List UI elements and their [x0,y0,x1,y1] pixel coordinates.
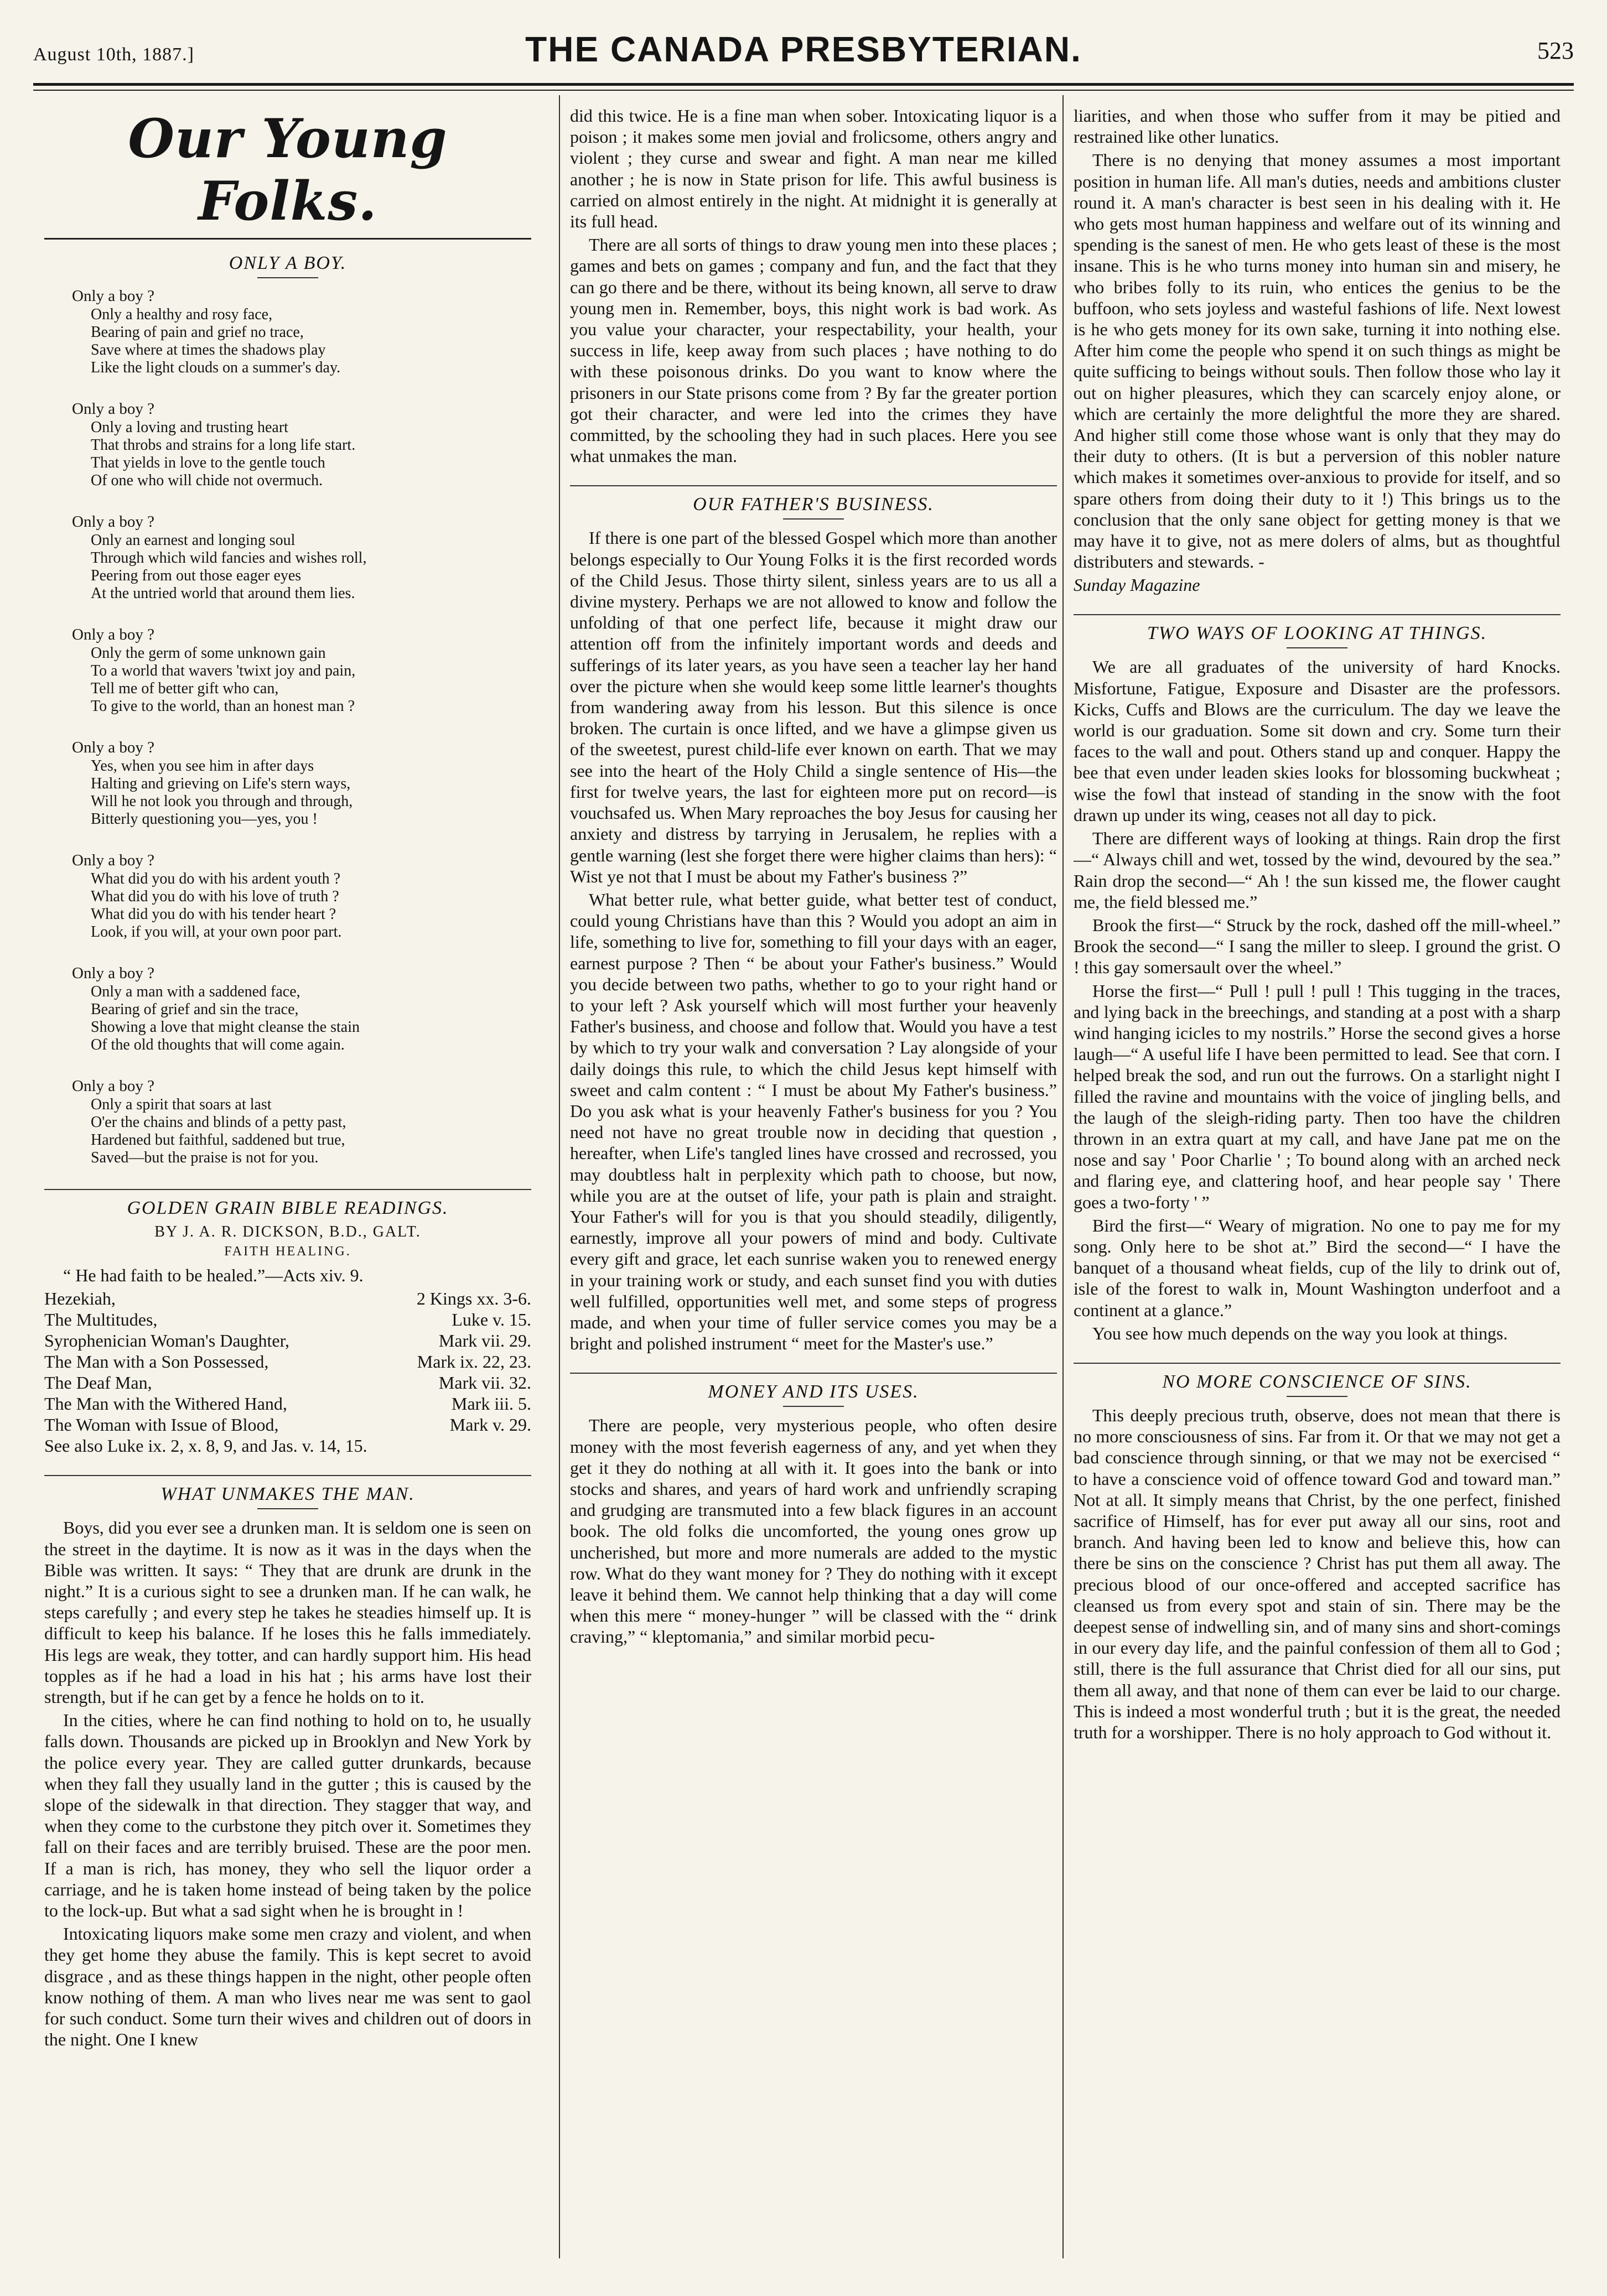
page-header [33,29,1574,79]
reference-citation: Mark vii. 29. [438,1331,531,1351]
reference-citation: Luke v. 15. [452,1310,531,1330]
reference-subject: The Deaf Man, [44,1373,152,1393]
section-heading: Our Young Folks. [128,107,448,232]
poem-line: Like the light clouds on a summer's day. [91,359,341,376]
poem-line: Only a man with a saddened face, [91,983,300,1000]
poem [44,286,531,1167]
poem-line: To a world that wavers 'twixt joy and pain, [91,662,356,679]
reference-list [44,1288,531,1435]
article-title: MONEY AND ITS USES. [570,1373,1057,1402]
poem-line: Bearing of grief and sin the trace, [91,1001,299,1018]
byline: BY J. A. R. DICKSON, B.D., GALT. [154,1223,421,1240]
poem-stanza [72,850,531,941]
poem-line: Saved—but the praise is not for you. [91,1149,319,1166]
poem-line: Of one who will chide not overmuch. [91,472,323,489]
poem-line: Only a spirit that soars at last [91,1096,272,1113]
poem-line: Bitterly questioning you—yes, you ! [91,811,318,828]
poem-line: Save where at times the shadows play [91,341,326,359]
poem-line: Only a healthy and rosy face, [91,306,273,323]
poem-line: Will he not look you through and through, [91,793,353,810]
source-credit: Sunday Magazine [1074,575,1200,595]
poem-stanza [72,512,531,602]
poem-title: ONLY A BOY. [229,253,347,273]
paragraph: There are people, very mysterious people, who often desire money with the most feverish eagerness of any, and yet when they get it they do nothing at all with it. It goes into the bank or into stocks and shares, and years of hard work and unfriendly scraping and grudging are transmuted into a few black figures in an account book. The old folks die uncomforted, the young ones grow up uncherished, but more and more numerals are added to the mystic row. What do they want money for ? They do nothing with it except leave it behind them. We cannot help thinking that a day will come when this mere “ money-hunger ” will be classed with the “ drink craving,” “ kleptomania,” and similar morbid pecu- [570,1415,1057,1647]
reference-subject: The Man with the Withered Hand, [44,1394,287,1414]
see-also: See also Luke ix. 2, x. 8, 9, and Jas. v. 14, 15. [44,1436,367,1456]
article-title: WHAT UNMAKES THE MAN. [44,1475,531,1505]
poem-line: Peering from out those eager eyes [91,567,302,584]
poem-line: To give to the world, than an honest man ? [91,698,355,715]
column-divider [559,95,560,2258]
reference-row [44,1288,531,1309]
paragraph: If there is one part of the blessed Gospel which more than another belongs especially to Our Young Folks it is the first recorded words of the Child Jesus. Those thirty silent, sinless years are to us all a divine mystery. Perhaps we are not allowed to know and follow the unfolding of that one perfect life, because it might draw our attention off from the infinitely important words and deeds and sufferings of its later years, as you have seen a teacher lay her hand over the picture when she would keep some little learner's thoughts from wandering away from his lesson. But this silence is once broken. The curtain is once lifted, and we have a glimpse given us of the sweetest, purest child-life ever known on earth. That we may see into the heart of the Holy Child a single sentence of His—the first for twelve years, the last for eighteen more put on record—is vouchsafed us. When Mary reproaches the boy Jesus for causing her anxiety and distress by tarrying in Jerusalem, he replies with a gentle warning (lest she forget there were higher claims than hers): “ Wist ye not that I must be about my Father's business ?” [570,528,1057,886]
paragraph: You see how much depends on the way you look at things. [1092,1323,1508,1343]
poem-line: O'er the chains and blinds of a petty past, [91,1114,346,1131]
poem-line: Through which wild fancies and wishes roll, [91,549,367,567]
reference-subject: Hezekiah, [44,1289,116,1309]
poem-line: Only a boy ? [72,626,154,643]
subtitle: FAITH HEALING. [224,1244,351,1259]
poem-line: Only a boy ? [72,1077,154,1095]
poem-line: Only a boy ? [72,287,154,305]
paragraph: did this twice. He is a fine man when sober. Intoxicating liquor is a poison ; it makes some men jovial and frolicsome, others angry and violent ; they curse and swear and fight. A man near me killed another ; he is now in State prison for life. This awful business is carried on almost entirely in the night. At midnight it is generally at its full head. [570,106,1057,232]
reference-row [44,1309,531,1330]
paragraph: This deeply precious truth, observe, does not mean that there is no more consciousness of sins. Far from it. Or that we may not get a bad conscience through sinning, or that we may not be exercised “ to have a conscience void of offence toward God and toward man.” Not at all. It simply means that Christ, by the one perfect, finished sacrifice of Himself, has for ever put away all our sins, root and branch. And having been led to know and believe this, how can there be sins on the conscience ? Christ has put them all away. The precious blood of our once-offered and accepted sacrifice has cleansed us from every spot and stain of sin. There may be the deepest sense of indwelling sin, and of many sins and short-comings in our every day life, and the painful confession of them all to God ; still, there is the full assurance that Christ died for all our sins, put them all away, and that none of them can ever be laid to our charge. This is indeed a most wonderful truth ; but it is the great, the needed truth for a worshipper. There is no holy approach to God without it. [1074,1405,1561,1743]
column-3 [1074,105,1561,2257]
poem-line: Hardened but faithful, saddened but true, [91,1131,345,1149]
reference-row [44,1330,531,1351]
poem-line: Halting and grieving on Life's stern ways, [91,775,351,792]
reference-subject: The Multitudes, [44,1310,158,1330]
reference-subject: The Woman with Issue of Blood, [44,1415,279,1435]
poem-line: Showing a love that might cleanse the stain [91,1019,360,1036]
poem-line: Yes, when you see him in after days [91,757,314,775]
paragraph: In the cities, where he can find nothing to hold on to, he usually falls down. Thousands are picked up in Brooklyn and New York by the police every year. They are called gutter drunkards, because when they fall they usually land in the gutter ; this is caused by the slope of the sidewalk in that direction. They stagger that way, and when they come to the curbstone they pitch over it. Sometimes they fall on their faces and are terribly bruised. These are the poor men. If a man is rich, has money, they who sell the liquor order a carriage, and he is taken home instead of being taken by the police to the lock-up. But what a sad sight when he is brought in ! [44,1710,531,1921]
reference-row [44,1372,531,1393]
reference-citation: Mark iii. 5. [452,1394,531,1414]
poem-line: Only an earnest and longing soul [91,532,296,549]
column-1 [44,105,531,2257]
title-rule [783,1406,844,1407]
poem-line: Only a boy ? [72,400,154,418]
title-rule [257,277,318,278]
title-rule [783,518,844,520]
poem-line: That throbs and strains for a long life start. [91,437,356,454]
reference-citation: 2 Kings xx. 3-6. [416,1289,531,1309]
poem-stanza [72,399,531,490]
poem-line: At the untried world that around them lies. [91,585,355,602]
paragraph: Brook the first—“ Struck by the rock, dashed off the mill-wheel.” Brook the second—“ I sang the miller to sleep. I ground the grist. O ! this gay somersault over the wheel.” [1074,915,1561,978]
paragraph: Bird the first—“ Weary of migration. No one to pay me for my song. Only here to be shot at.” Bird the second—“ I have the banquet of a thousand wheat fields, cup of the lily to drink out of, isle of the forest to walk in, Mount Washington underfoot and a continent at a glance.” [1074,1215,1561,1320]
poem-stanza [72,963,531,1054]
issue-date: August 10th, 1887.] [33,44,194,65]
poem-line: What did you do with his ardent youth ? [91,870,341,887]
newspaper-title: THE CANADA PRESBYTERIAN. [525,29,1082,69]
heading-rule [44,238,531,240]
poem-line: That yields in love to the gentle touch [91,454,325,471]
title-rule [1287,647,1347,648]
title-rule [1287,1396,1347,1397]
paragraph: What better rule, what better guide, what better test of conduct, could young Christians have than this ? Would you adopt an aim in life, something to live for, something to fill your days with an eager, earnest purpose ? Then “ be about your Father's business.” Would you decide between two paths, whether to go to your right hand or to your left ? Ask yourself which will most further your heavenly Father's business, and choose and follow that. Would you have a test by which to try your walk and conversation ? Lay alongside of your daily doings this rule, to which the child Jesus kept himself with sweet and calm content : “ I must be about My Father's business.” Do you ask what is your heavenly Father's business for you ? You need not have no great trouble now in deciding that question , hereafter, when Life's tangled lines have crossed and recrossed, you may doubtless halt in perplexity which path to choose, but now, while you are at the outset of life, your path is plain and straight. Your Father's will for you is that you should steadily, diligently, earnestly, improve all your powers of mind and body. Cultivate every gift and grace, let each sunrise waken you to renewed energy in your training work or study, and each sunset find you with duties well fulfilled, opportunities well met, and some steps of progress made, and when your time of fuller service comes you may be a bright and polished instrument “ meet for the Master's use.” [570,889,1057,1354]
reference-citation: Mark vii. 32. [438,1373,531,1393]
poem-stanza [72,737,531,828]
header-rule [33,83,1574,86]
poem-line: Of the old thoughts that will come again. [91,1036,345,1053]
poem-stanza [72,625,531,715]
poem-line: Only a boy ? [72,739,154,756]
paragraph: There are all sorts of things to draw young men into these places ; games and bets on games ; company and fun, and the fact that they can go there and be there, without its being known, all serve to draw young men in. Remember, boys, this night work is bad work. As you value your character, your respectability, your health, your success in life, keep away from such places ; have nothing to do with these poisonous drinks. Do you want to know where the prisoners in our State prisons come from ? By far the greater portion got their character, and were led into the crimes they have committed, by the schooling they had in such places. Here you see what unmakes the man. [570,235,1057,466]
paragraph: Boys, did you ever see a drunken man. It is seldom one is seen on the street in the daytime. It is now as it was in the days when the Bible was written. It says: “ They that are drunk are drunk in the night.” It is a curious sight to see a drunken man. If he can walk, he steps carefully ; and every step he takes he steadies himself up. It is difficult to keep his balance. If he loses this he falls immediately. His legs are weak, they totter, and can hardly support him. His head topples as if he had a load in his hat ; his arms have lost their strength, but if he can get by a fence he holds on to it. [44,1518,531,1707]
page-number: 523 [1537,37,1574,64]
paragraph: We are all graduates of the university of hard Knocks. Misfortune, Fatigue, Exposure and Disaster are the professors. Kicks, Cuffs and Blows are the curriculum. The day we leave the world is our graduation. Some sit down and cry. Some turn their faces to the wall and pout. Others stand up and conquer. Happy the bee that even under leaden skies looks for blossoming buckwheat ; wise the fowl that instead of standing in the snow with the foot drawn up under its wing, ceases not all day to pick. [1074,657,1561,825]
article-title: OUR FATHER'S BUSINESS. [570,485,1057,515]
reference-citation: Mark v. 29. [449,1415,531,1435]
poem-line: Tell me of better gift who can, [91,680,279,697]
poem-line: What did you do with his love of truth ? [91,888,339,905]
reference-subject: The Man with a Son Possessed, [44,1352,269,1372]
poem-stanza [72,1076,531,1167]
reference-row [44,1414,531,1435]
poem-line: Only a boy ? [72,964,154,982]
paragraph: liarities, and when those who suffer from it may be pitied and restrained like other lunatics. [1074,106,1561,147]
reference-citation: Mark ix. 22, 23. [417,1352,531,1372]
reference-row [44,1351,531,1372]
reference-subject: Syrophenician Woman's Daughter, [44,1331,289,1351]
header-rule-thin [33,90,1574,91]
poem-line: Look, if you will, at your own poor part. [91,923,342,941]
poem-line: Only a boy ? [72,513,154,531]
poem-line: Only a boy ? [72,851,154,869]
column-divider [1062,95,1064,2258]
title-rule [257,1508,318,1509]
poem-line: Bearing of pain and grief no trace, [91,324,304,341]
paragraph: There is no denying that money assumes a most important position in human life. All man's duties, needs and ambitions cluster round it. A man's character is best seen in his dealing with it. He who gets most human happiness and welfare out of its winning and spending is the sanest of men. He who gets least of these is the most insane. This is he who turns money into human sin and misery, he who bribes folly to its ruin, who entices the genius to be the buffoon, who sets joyless and wasteful fashions of life. Next lowest is he who gets money for its own sake, turning it into nothing else. After him come the people who spend it on such things as might be quite sufficing to beings without souls. Then follow those who lay it out on higher pleasures, which they can scarcely enjoy alone, or which are certainly the more delightful the more they are shared. And higher still come those whose want is only that they may do their duty to others. (It is but a perversion of this nobler nature which makes it sometimes over-anxious to provide for itself, and so spare others from doing their duty to it !) This brings us to the conclusion that the only sane object for getting money is that we may have it to give, not as mere dolers of alms, but as thoughtful distributers and stewards. - [1074,150,1561,572]
verse: “ He had faith to be healed.”—Acts xiv. 9. [63,1265,364,1285]
poem-line: What did you do with his tender heart ? [91,906,336,923]
article-title: GOLDEN GRAIN BIBLE READINGS. [44,1189,531,1219]
paragraph: Horse the first—“ Pull ! pull ! pull ! This tugging in the traces, and lying back in the breechings, and standing at a post with a sharp wind hanging icicles to my nostrils.” Horse the second gives a horse laugh—“ A useful life I have been permitted to lead. See that corn. I helped break the sod, and run out the furrows. On a starlight night I filled the ravine and mountains with the voice of jingling bells, and the laugh of the sleigh-riding party. Then too have the children thrown in an extra quart at my call, and have Jane pat me on the nose and say ' Poor Charlie ' ; To bound along with an arched neck and flaring eye, and clattering hoof, and hear people say ' There goes a two-forty ' ” [1074,980,1561,1212]
poem-line: Only a loving and trusting heart [91,419,288,436]
column-2 [570,105,1057,2257]
paragraph: Intoxicating liquors make some men crazy and violent, and when they get home they abuse the family. This is kept secret to avoid disgrace , and as these things happen in the night, other people often know nothing of them. A man who lives near me was sent to gaol for such conduct. Some turn their wives and children out of doors in the night. One I knew [44,1924,531,2050]
article-title: NO MORE CONSCIENCE OF SINS. [1074,1363,1561,1393]
poem-stanza [72,286,531,377]
reference-row [44,1393,531,1414]
paragraph: There are different ways of looking at things. Rain drop the first—“ Always chill and wet, tossed by the wind, devoured by the sea.” Rain drop the second—“ Ah ! the sun kissed me, the flower caught me, the field blessed me.” [1074,828,1561,912]
poem-line: Only the germ of some unknown gain [91,645,326,662]
article-title: TWO WAYS OF LOOKING AT THINGS. [1074,614,1561,644]
